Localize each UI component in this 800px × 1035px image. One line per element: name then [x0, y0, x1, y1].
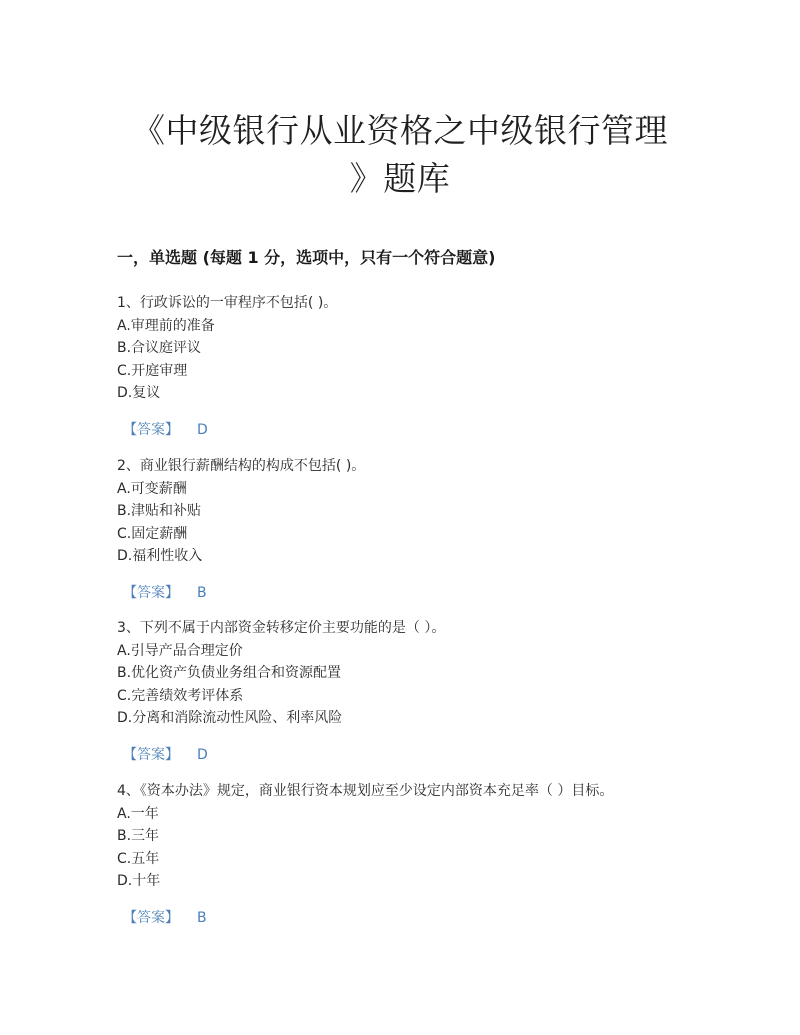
option-d: D.福利性收入 [117, 548, 203, 564]
section-heading: 一，单选题 (每题 1 分，选项中，只有一个符合题意) [117, 248, 496, 267]
question-1 [117, 292, 697, 441]
option-a: A.引导产品合理定价 [117, 642, 243, 659]
question-4 [117, 780, 697, 929]
question-stem: 4、《资本办法》规定，商业银行资本规划应至少设定内部资本充足率（ ）目标。 [117, 783, 614, 799]
question-stem: 3、下列不属于内部资金转移定价主要功能的是（ ）。 [117, 620, 446, 636]
option-a: A.一年 [117, 805, 159, 822]
option-a: A.可变薪酬 [117, 480, 187, 497]
option-d: D.分离和消除流动性风险、利率风险 [117, 710, 343, 726]
option-a: A.审理前的准备 [117, 317, 215, 334]
answer-value: B [197, 584, 207, 601]
question-stem: 2、商业银行薪酬结构的构成不包括( )。 [117, 458, 366, 474]
option-c: C.开庭审理 [117, 362, 188, 379]
option-d: D.复议 [117, 385, 161, 401]
option-d: D.十年 [117, 873, 161, 889]
option-b: B.三年 [117, 828, 160, 844]
question-3 [117, 617, 697, 766]
option-b: B.津贴和补贴 [117, 503, 202, 519]
option-c: C.完善绩效考评体系 [117, 687, 244, 704]
option-b: B.优化资产负债业务组合和资源配置 [117, 665, 342, 681]
answer-value: D [197, 746, 208, 763]
answer-label: 【答案】 [123, 584, 179, 601]
answer-row [123, 907, 697, 929]
option-c: C.五年 [117, 850, 160, 867]
answer-row [123, 582, 697, 604]
question-2 [117, 455, 697, 604]
question-stem: 1、行政诉讼的一审程序不包括( )。 [117, 295, 338, 311]
document-title-line-1: 《中级银行从业资格之中级银行管理 [132, 111, 668, 150]
option-c: C.固定薪酬 [117, 525, 188, 542]
answer-row [123, 744, 697, 766]
answer-value: B [197, 909, 207, 926]
option-b: B.合议庭评议 [117, 340, 202, 356]
answer-label: 【答案】 [123, 746, 179, 763]
document-title-line-2: 》题库 [349, 159, 451, 198]
answer-row [123, 419, 697, 441]
answer-label: 【答案】 [123, 909, 179, 926]
answer-value: D [197, 421, 208, 438]
answer-label: 【答案】 [123, 421, 179, 438]
